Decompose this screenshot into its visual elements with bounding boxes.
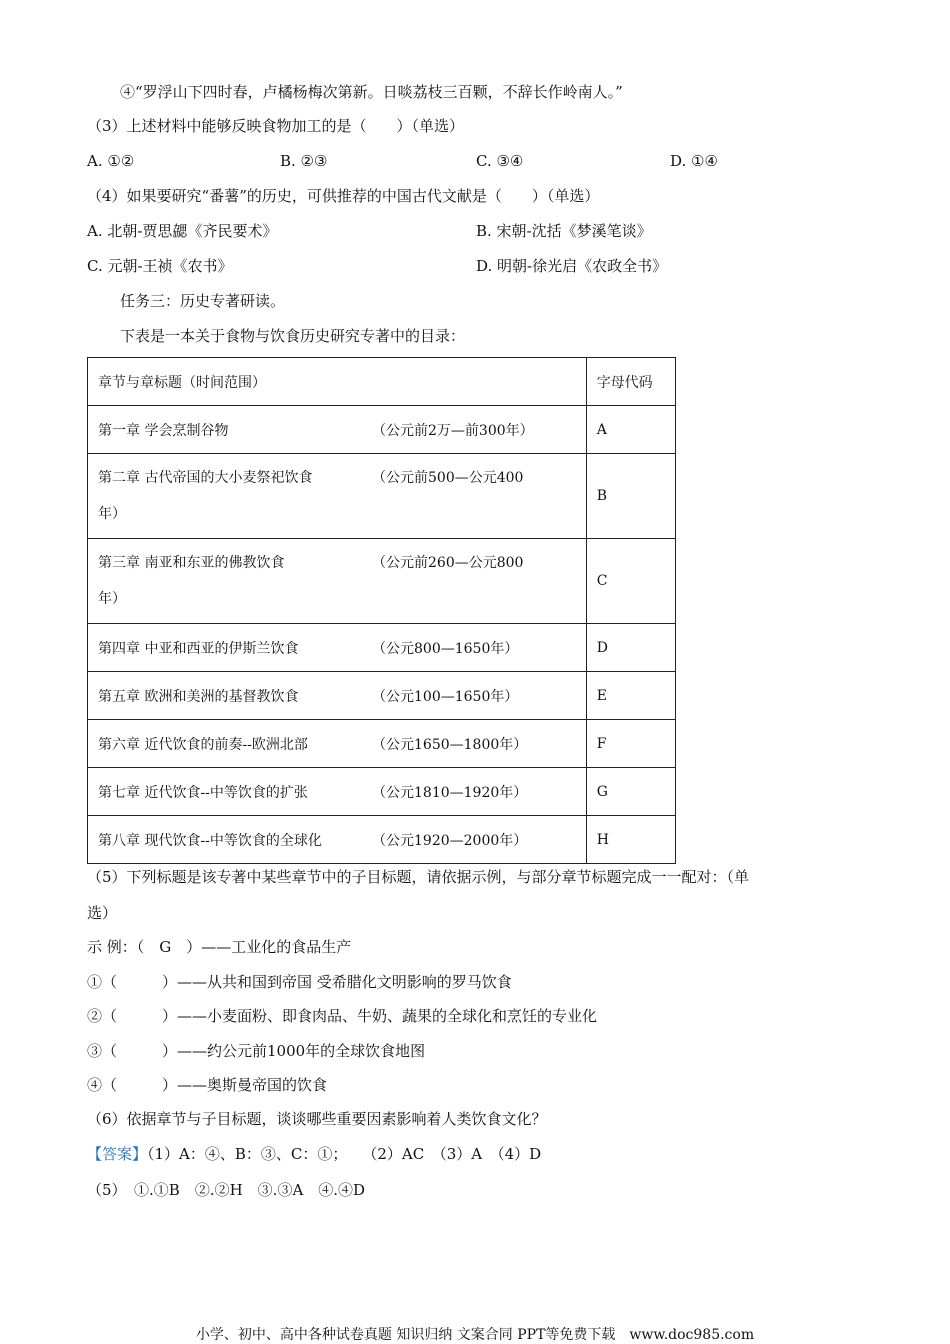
chapter-period-cont: 年） [98,591,126,607]
chapter-title-cell [88,816,587,864]
q4-option-a: A. 北朝-贾思勰《齐民要术》 [87,222,278,240]
chapter-code: C [586,539,675,624]
question-5-line-2: 选） [87,904,118,922]
chapter-title: 第三章 南亚和东亚的佛教饮食 [98,555,285,571]
contents-table [87,357,676,864]
table-row [88,816,676,864]
chapter-title: 第四章 中亚和西亚的伊斯兰饮食 [98,640,299,657]
question-4: （4）如果要研究“番薯”的历史，可供推荐的中国古代文献是（ ）（单选） [87,187,600,205]
chapter-title: 第五章 欧洲和美洲的基督教饮食 [98,688,299,705]
table-row [88,454,676,539]
chapter-title: 第六章 近代饮食的前奏--欧洲北部 [98,736,308,753]
answer-text-1: （1）A：④、B：③、C：①； （2）AC （3）A （4）D [147,1145,542,1163]
chapter-title-cell [88,720,587,768]
chapter-code: F [586,720,675,768]
chapter-period: （公元前500—公元400 [372,470,524,486]
chapter-period: （公元1920—2000年） [372,832,528,849]
chapter-code: G [586,768,675,816]
q5-subtitle-3: ③（ ）——约公元前1000年的全球饮食地图 [87,1042,426,1060]
q4-option-d: D. 明朝-徐光启《农政全书》 [476,257,668,275]
chapter-period: （公元前260—公元800 [372,555,524,571]
chapter-title-cell [88,454,587,539]
chapter-title: 第二章 古代帝国的大小麦祭祀饮食 [98,470,313,486]
answer-tag: 【答案】 [87,1145,148,1163]
chapter-title-cell [88,672,587,720]
chapter-period: （公元1810—1920年） [372,784,528,801]
table-row [88,624,676,672]
chapter-title-cell [88,406,587,454]
chapter-code: D [586,624,675,672]
q5-subtitle-4: ④（ ）——奥斯曼帝国的饮食 [87,1076,328,1094]
q3-option-b: B. ②③ [280,152,328,170]
answer-line-2: （5） ①.①B ②.②H ③.③A ④.④D [87,1181,366,1199]
table-row [88,406,676,454]
table-row [88,539,676,624]
answer-line-1 [87,1144,541,1164]
chapter-period: （公元前2万—前300年） [372,422,534,439]
quote-4: ④“罗浮山下四时春，卢橘杨梅次第新。日啖荔枝三百颗，不辞长作岭南人。” [120,83,623,101]
header-title-cell: 章节与章标题（时间范围） [88,358,587,406]
q4-option-c: C. 元朝-王祯《农书》 [87,257,233,275]
chapter-title-cell [88,624,587,672]
table-row [88,768,676,816]
chapter-period: （公元800—1650年） [372,640,519,657]
chapter-title: 第七章 近代饮食--中等饮食的扩张 [98,784,308,801]
q5-subtitle-1: ①（ ）——从共和国到帝国 受希腊化文明影响的罗马饮食 [87,973,512,991]
chapter-title-cell [88,768,587,816]
chapter-title: 第一章 学会烹制谷物 [98,422,229,439]
q5-example: 示 例：（ G ）——工业化的食品生产 [87,938,352,956]
chapter-code: B [586,454,675,539]
q4-option-b: B. 宋朝-沈括《梦溪笔谈》 [476,222,652,240]
chapter-period: （公元100—1650年） [372,688,519,705]
chapter-code: E [586,672,675,720]
chapter-period-cont: 年） [98,506,126,522]
task-3-heading: 任务三：历史专著研读。 [120,292,286,310]
table-row [88,720,676,768]
table-intro: 下表是一本关于食物与饮食历史研究专著中的目录： [120,327,466,345]
chapter-title: 第八章 现代饮食--中等饮食的全球化 [98,832,322,849]
question-5-line-1: （5）下列标题是该专著中某些章节中的子目标题，请依据示例，与部分章节标题完成一一配对：（单 [87,868,750,886]
q5-subtitle-2: ②（ ）——小麦面粉、即食肉品、牛奶、蔬果的全球化和烹饪的专业化 [87,1007,598,1025]
q3-option-d: D. ①④ [670,152,718,170]
question-3: （3）上述材料中能够反映食物加工的是（ ）（单选） [87,117,465,135]
question-6: （6）依据章节与子目标题，谈谈哪些重要因素影响着人类饮食文化？ [87,1110,547,1128]
header-code-cell: 字母代码 [586,358,675,406]
table-header-row [88,358,676,406]
chapter-code: A [586,406,675,454]
chapter-code: H [586,816,675,864]
q3-option-a: A. ①② [87,152,135,170]
page-footer: 小学、初中、高中各种试卷真题 知识归纳 文案合同 PPT等免费下载 www.doc985.com [195,1327,755,1343]
table-row [88,672,676,720]
chapter-period: （公元1650—1800年） [372,736,528,753]
chapter-title-cell [88,539,587,624]
q3-option-c: C. ③④ [476,152,524,170]
